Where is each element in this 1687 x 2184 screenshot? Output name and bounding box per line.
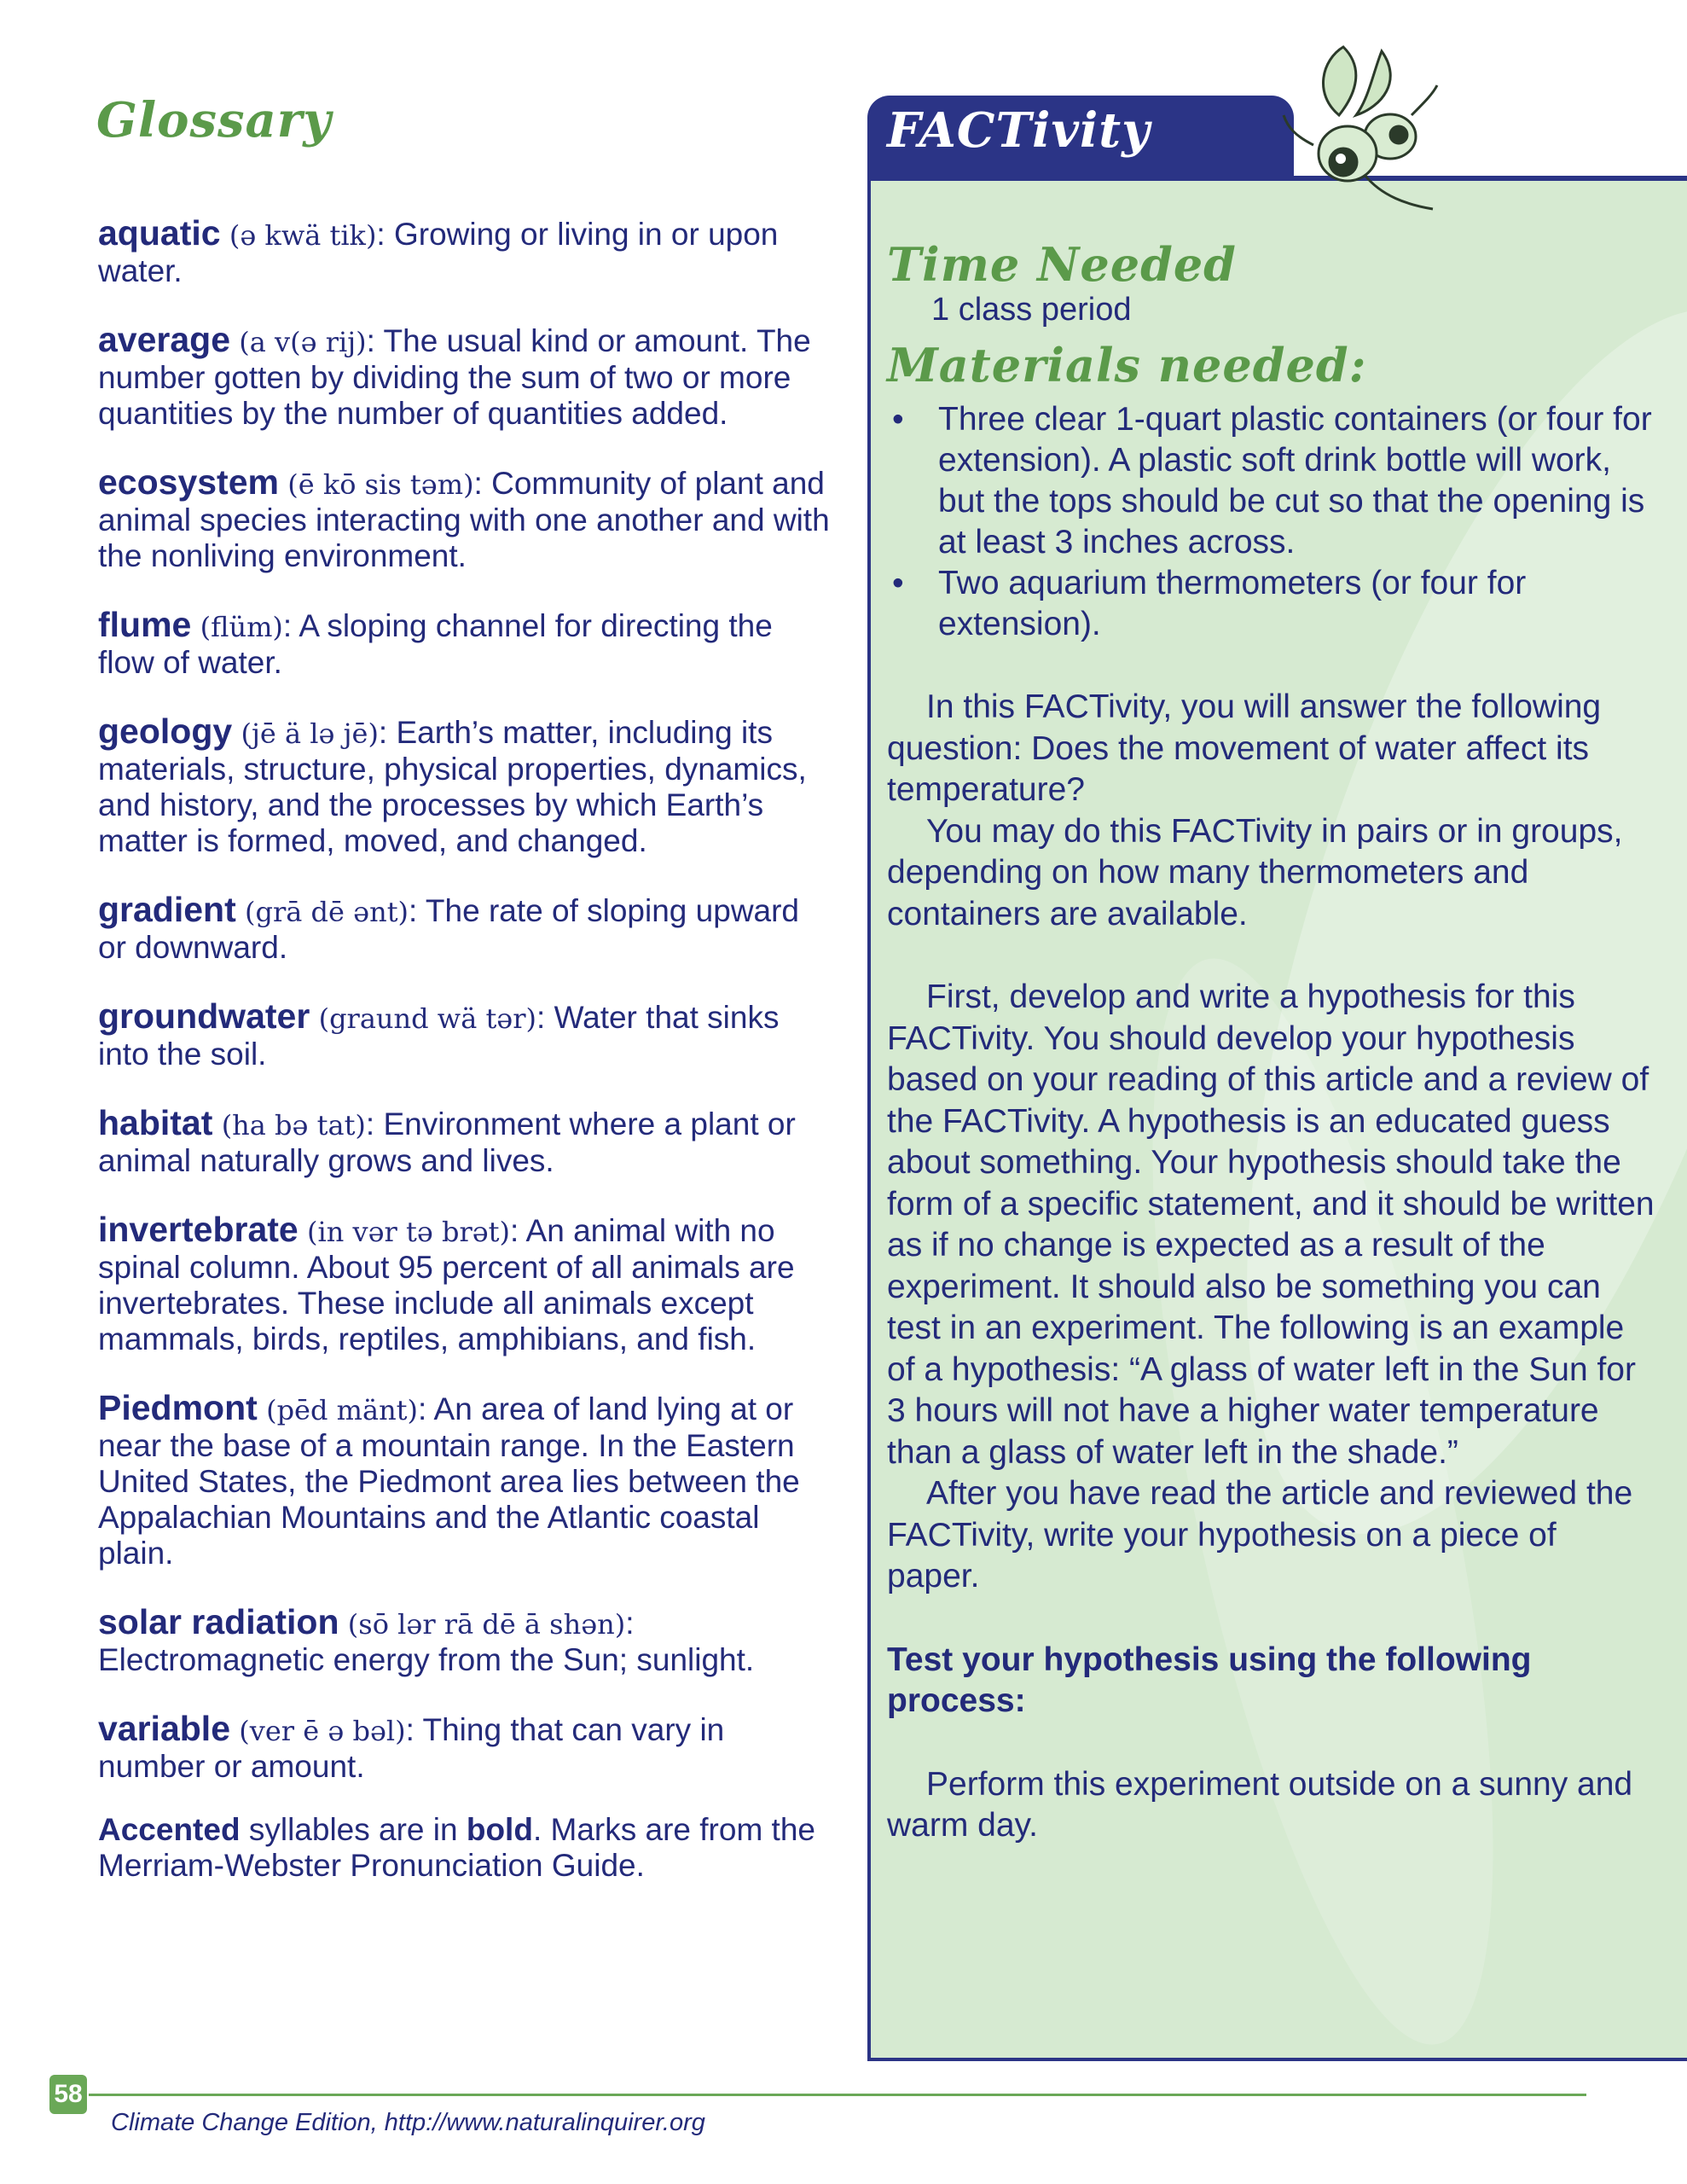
spacer — [887, 645, 1655, 687]
pronunciation: (jē ä lə jē) — [241, 717, 379, 750]
pronunciation: (a v(ə rij) — [239, 326, 367, 358]
pronunciation: (pēd mänt) — [266, 1394, 419, 1426]
glossary-term: flume — [98, 605, 192, 644]
definition: : Community of plant and animal species interacting with one another and with the nonliving environment. — [98, 466, 830, 573]
intro-paragraph — [887, 687, 1655, 811]
glossary-entry — [98, 607, 832, 681]
definition: : A sloping channel for directing the flow of water. — [98, 608, 773, 680]
pronunciation: (ha bə tat) — [221, 1109, 366, 1141]
time-needed-value: 1 class period — [931, 292, 1132, 328]
materials-item: • Three clear 1-quart plastic containers (or four for extension). A plastic soft drink bottle will work, but the tops should be cut so that the opening is at least 3 inches across. — [887, 399, 1655, 563]
glossary-entry — [98, 1211, 832, 1357]
glossary-list — [98, 215, 832, 1884]
glossary-entry — [98, 998, 832, 1072]
note-accented: Accented — [98, 1812, 241, 1847]
note-bold: bold — [466, 1812, 533, 1847]
definition: : The usual kind or amount. The number gotten by dividing the sum of two or more quantities by the number of quantities added. — [98, 323, 811, 431]
definition: : Growing or living in or upon water. — [98, 217, 779, 288]
note-mid: syllables are in — [240, 1812, 467, 1847]
paragraph-text: In this FACTivity, you will answer the following question: Does the movement of water affect its temperature? — [887, 688, 1602, 808]
dragonfly-mascot-icon — [1262, 34, 1450, 222]
glossary-entry — [98, 464, 832, 574]
spacer — [887, 1722, 1655, 1764]
pronunciation: (ē kō sis təm) — [287, 468, 474, 501]
pronunciation: (graund wä tər) — [318, 1002, 537, 1035]
write-hypothesis-paragraph — [887, 1473, 1655, 1598]
glossary-title: Glossary — [96, 92, 332, 148]
paragraph-text: You may do this FACTivity in pairs or in groups, depending on how many thermometers and containers are available. — [887, 812, 1623, 932]
glossary-entry — [98, 215, 832, 289]
materials-item: • Two aquarium thermometers (or four for extension). — [887, 563, 1655, 645]
glossary-entry — [98, 892, 832, 966]
glossary-term: geology — [98, 712, 233, 751]
factivity-content — [887, 239, 1655, 1847]
pronunciation: (flüm) — [200, 611, 283, 643]
paragraph-text: After you have read the article and reviewed the FACTivity, write your hypothesis on a piece of paper. — [887, 1475, 1633, 1594]
pronunciation: (grā dē ənt) — [245, 896, 409, 928]
hypothesis-paragraph — [887, 977, 1655, 1473]
glossary-entry — [98, 1105, 832, 1179]
pronunciation-note — [98, 1812, 832, 1884]
footer-text: Climate Change Edition, http://www.naturalinquirer.org — [111, 2109, 705, 2136]
definition: : The rate of sloping upward or downward. — [98, 893, 800, 965]
pronunciation: (ver ē ə bəl) — [239, 1715, 406, 1747]
glossary-term: solar radiation — [98, 1602, 339, 1641]
glossary-term: average — [98, 320, 231, 359]
materials-heading: Materials needed: — [887, 338, 1367, 392]
glossary-term: variable — [98, 1709, 230, 1748]
glossary-term: aquatic — [98, 213, 221, 253]
footer-rule — [89, 2094, 1586, 2096]
glossary-term: groundwater — [98, 996, 310, 1036]
paragraph-text: Perform this experiment outside on a sunny and warm day. — [887, 1765, 1633, 1844]
groups-paragraph — [887, 811, 1655, 936]
definition: : Water that sinks into the soil. — [98, 1000, 780, 1072]
time-needed-heading: Time Needed — [887, 237, 1237, 292]
pronunciation: (ə kwä tik) — [229, 219, 377, 252]
paragraph-text: First, develop and write a hypothesis for this FACTivity. You should develop your hypothesis based on your reading of this article and a review of the FACTivity. A hypothesis is an educated guess about something. Your hypothesis should take the form of a specific statement, and it should be written as if no change is expected as a result of the experiment. It should also be something you can test in an experiment. The following is an example of a hypothesis: “A glass of water left in the Sun for 3 hours will not have a higher water temperature than a glass of water left in the shade.” — [887, 979, 1655, 1471]
glossary-entry — [98, 1711, 832, 1785]
glossary-term: habitat — [98, 1103, 213, 1142]
factivity-tab-label: FACTivity — [887, 102, 1151, 159]
experiment-paragraph — [887, 1764, 1655, 1847]
materials-list — [887, 399, 1655, 645]
definition: : Thing that can vary in number or amount. — [98, 1712, 725, 1784]
glossary-term: Piedmont — [98, 1388, 258, 1427]
definition: : Environment where a plant or animal naturally grows and lives. — [98, 1107, 796, 1178]
pronunciation: (in vər tə brət) — [307, 1216, 511, 1248]
spacer — [887, 1598, 1655, 1640]
glossary-term: invertebrate — [98, 1210, 299, 1249]
glossary-term: gradient — [98, 890, 236, 929]
glossary-entry — [98, 1604, 832, 1678]
spacer — [887, 935, 1655, 977]
note-end: . Marks are from the Merriam-Webster Pronunciation Guide. — [98, 1812, 815, 1883]
glossary-term: ecosystem — [98, 462, 279, 502]
glossary-entry — [98, 1390, 832, 1571]
glossary-entry — [98, 322, 832, 432]
definition: : Electromagnetic energy from the Sun; sunlight. — [98, 1606, 755, 1677]
page-number: 58 — [49, 2075, 87, 2114]
definition: : An animal with no spinal column. About 95 percent of all animals are invertebrates. These include all animals except mammals, birds, reptiles, amphibians, and fish. — [98, 1213, 795, 1356]
glossary-entry — [98, 713, 832, 859]
definition: : Earth’s matter, including its materials, structure, physical properties, dynamics, and history, and the processes by which Earth’s matter is formed, moved, and changed. — [98, 715, 807, 858]
test-heading: Test your hypothesis using the following process: — [887, 1641, 1532, 1719]
pronunciation: (sō lər rā dē ā shən) — [347, 1608, 626, 1641]
definition: : An area of land lying at or near the base of a mountain range. In the Eastern United States, the Piedmont area lies between the Appalachian Mountains and the Atlantic coastal plain. — [98, 1391, 800, 1571]
